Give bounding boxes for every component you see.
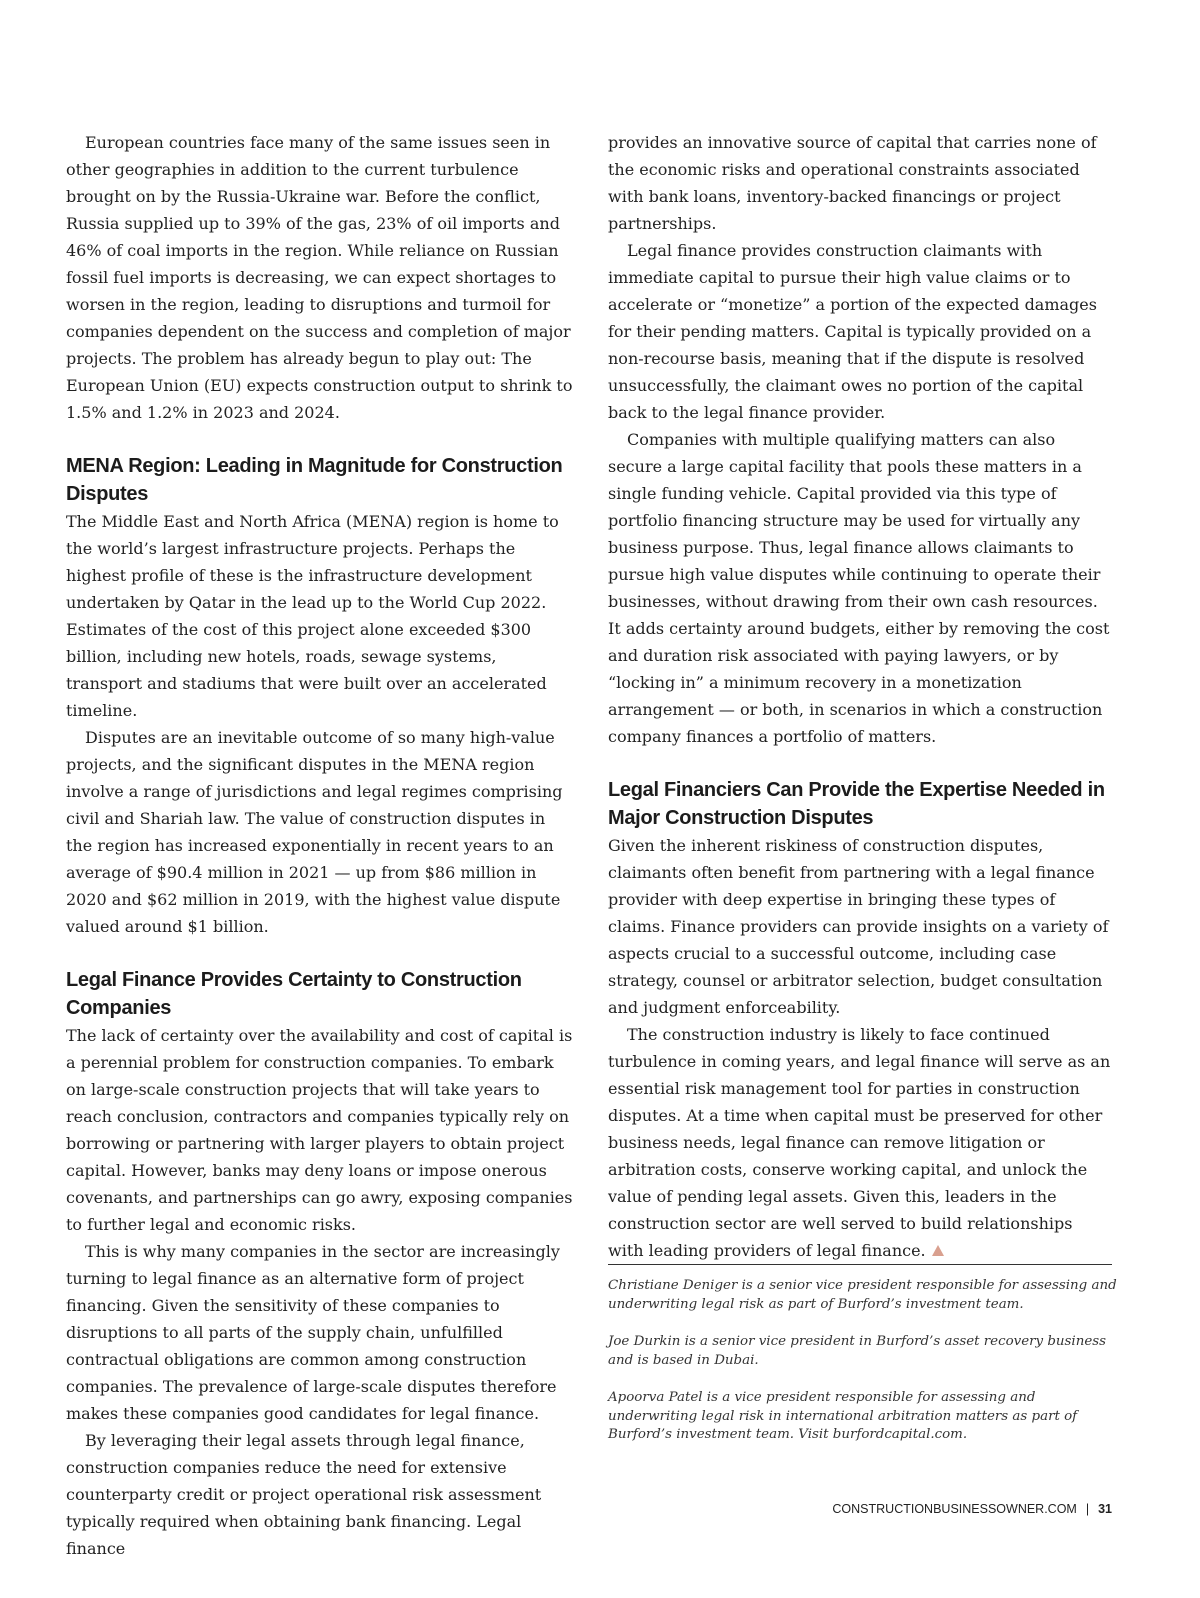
- end-of-article-triangle-icon: [932, 1245, 944, 1256]
- certainty-paragraph-2: This is why many companies in the sector are increasingly turning to legal finance as an alternative form of project financing. Given the sensitivity of these companies to disruptions to all parts of the supply chain, unfulfilled contractual obligations are common among construction companies. The prevalence of large-scale disputes therefore makes these companies good candidates for legal finance.: [66, 1242, 560, 1423]
- intro-paragraph: European countries face many of the same issues seen in other geographies in addition to the current turbulence brought on by the Russia-Ukraine war. Before the conflict, Russia supplied up to 39% of the gas, 23% of oil imports and 46% of coal imports in the region. While reliance on Russian fossil fuel imports is decreasing, we can expect shortages to worsen in the region, leading to disruptions and turmoil for companies dependent on the success and completion of major projects. The problem has already begun to play out: The European Union (EU) expects construction output to shrink to 1.5% and 1.2% in 2023 and 2024.: [66, 133, 573, 422]
- page-footer: [832, 1502, 1112, 1516]
- certainty-paragraph-1: The lack of certainty over the availability and cost of capital is a perennial problem for construction companies. To embark on large-scale construction projects that will take years to reach conclusion, contractors and companies typically rely on borrowing or partnering with larger players to obtain project capital. However, banks may deny loans or impose onerous covenants, and partnerships can go awry, exposing companies to further legal and economic risks.: [66, 1026, 573, 1234]
- expertise-paragraph-2-text: The construction industry is likely to face continued turbulence in coming years, and legal finance will serve as an essential risk management tool for parties in construction disputes. At a time when capital must be preserved for other business needs, legal finance can remove litigation or arbitration costs, conserve working capital, and unlock the value of pending legal assets. Given this, leaders in the construction sector are well served to build relationships with leading providers of legal finance.: [608, 1025, 1111, 1260]
- continued-paragraph: provides an innovative source of capital that carries none of the economic risks and operational constraints associated with bank loans, inventory-backed financings or project partnerships.: [608, 133, 1097, 233]
- bio-christiane-deniger: Christiane Deniger is a senior vice president responsible for assessing and underwriting legal risk as part of Burford’s investment team.: [608, 1278, 1117, 1312]
- bio-joe-durkin: Joe Durkin is a senior vice president in Burford’s asset recovery business and is based in Dubai.: [608, 1334, 1106, 1368]
- mena-paragraph-2: Disputes are an inevitable outcome of so many high-value projects, and the significant disputes in the MENA region involve a range of jurisdictions and legal regimes comprising civil and Shariah law. The value of construction disputes in the region has increased exponentially in recent years to an average of $90.4 million in 2021 — up from $86 million in 2020 and $62 million in 2019, with the highest value dispute valued around $1 billion.: [66, 728, 563, 936]
- author-bios: [608, 1277, 1118, 1464]
- bio-divider: [608, 1264, 1112, 1265]
- footer-separator: |: [1085, 1502, 1090, 1516]
- left-column: [66, 129, 576, 1562]
- portfolio-paragraph: Companies with multiple qualifying matters can also secure a large capital facility that pools these matters in a single funding vehicle. Capital provided via this type of portfolio financing structure may be used for virtually any business purpose. Thus, legal finance allows claimants to pursue high value disputes while continuing to operate their businesses, without drawing from their own cash resources. It adds certainty around budgets, either by removing the cost and duration risk associated with paying lawyers, or by “locking in” a minimum recovery in a monetization arrangement — or both, in scenarios in which a construction company finances a portfolio of matters.: [608, 430, 1110, 746]
- footer-site: CONSTRUCTIONBUSINESSOWNER.COM: [832, 1502, 1077, 1516]
- expertise-paragraph-1: Given the inherent riskiness of construction disputes, claimants often benefit from partnering with a legal finance provider with deep expertise in bringing these types of claims. Finance providers can provide insights on a variety of aspects crucial to a successful outcome, including case strategy, counsel or arbitrator selection, budget consultation and judgment enforceability.: [608, 836, 1109, 1017]
- expertise-heading: Legal Financiers Can Provide the Expertise Needed in Major Construction Disputes: [608, 779, 1105, 829]
- right-column: [608, 129, 1113, 1264]
- bio-apoorva-patel: Apoorva Patel is a vice president responsible for assessing and underwriting legal risk in international arbitration matters as part of Burford’s investment team. Visit burfordcapital.com.: [608, 1390, 1078, 1442]
- certainty-paragraph-3: By leveraging their legal assets through legal finance, construction companies reduce the need for extensive counterparty credit or project operational risk assessment typically required when obtaining bank financing. Legal finance: [66, 1431, 542, 1558]
- page-number: 31: [1098, 1502, 1112, 1516]
- mena-heading: MENA Region: Leading in Magnitude for Construction Disputes: [66, 455, 563, 505]
- certainty-heading: Legal Finance Provides Certainty to Construction Companies: [66, 969, 522, 1019]
- monetize-paragraph: Legal finance provides construction claimants with immediate capital to pursue their high value claims or to accelerate or “monetize” a portion of the expected damages for their pending matters. Capital is typically provided on a non-recourse basis, meaning that if the dispute is resolved unsuccessfully, the claimant owes no portion of the capital back to the legal finance provider.: [608, 241, 1097, 422]
- expertise-paragraph-2: [608, 1021, 1113, 1264]
- mena-paragraph-1: The Middle East and North Africa (MENA) region is home to the world’s largest infrastructure projects. Perhaps the highest profile of these is the infrastructure development undertaken by Qatar in the lead up to the World Cup 2022. Estimates of the cost of this project alone exceeded $300 billion, including new hotels, roads, sewage systems, transport and stadiums that were built over an accelerated timeline.: [66, 512, 559, 720]
